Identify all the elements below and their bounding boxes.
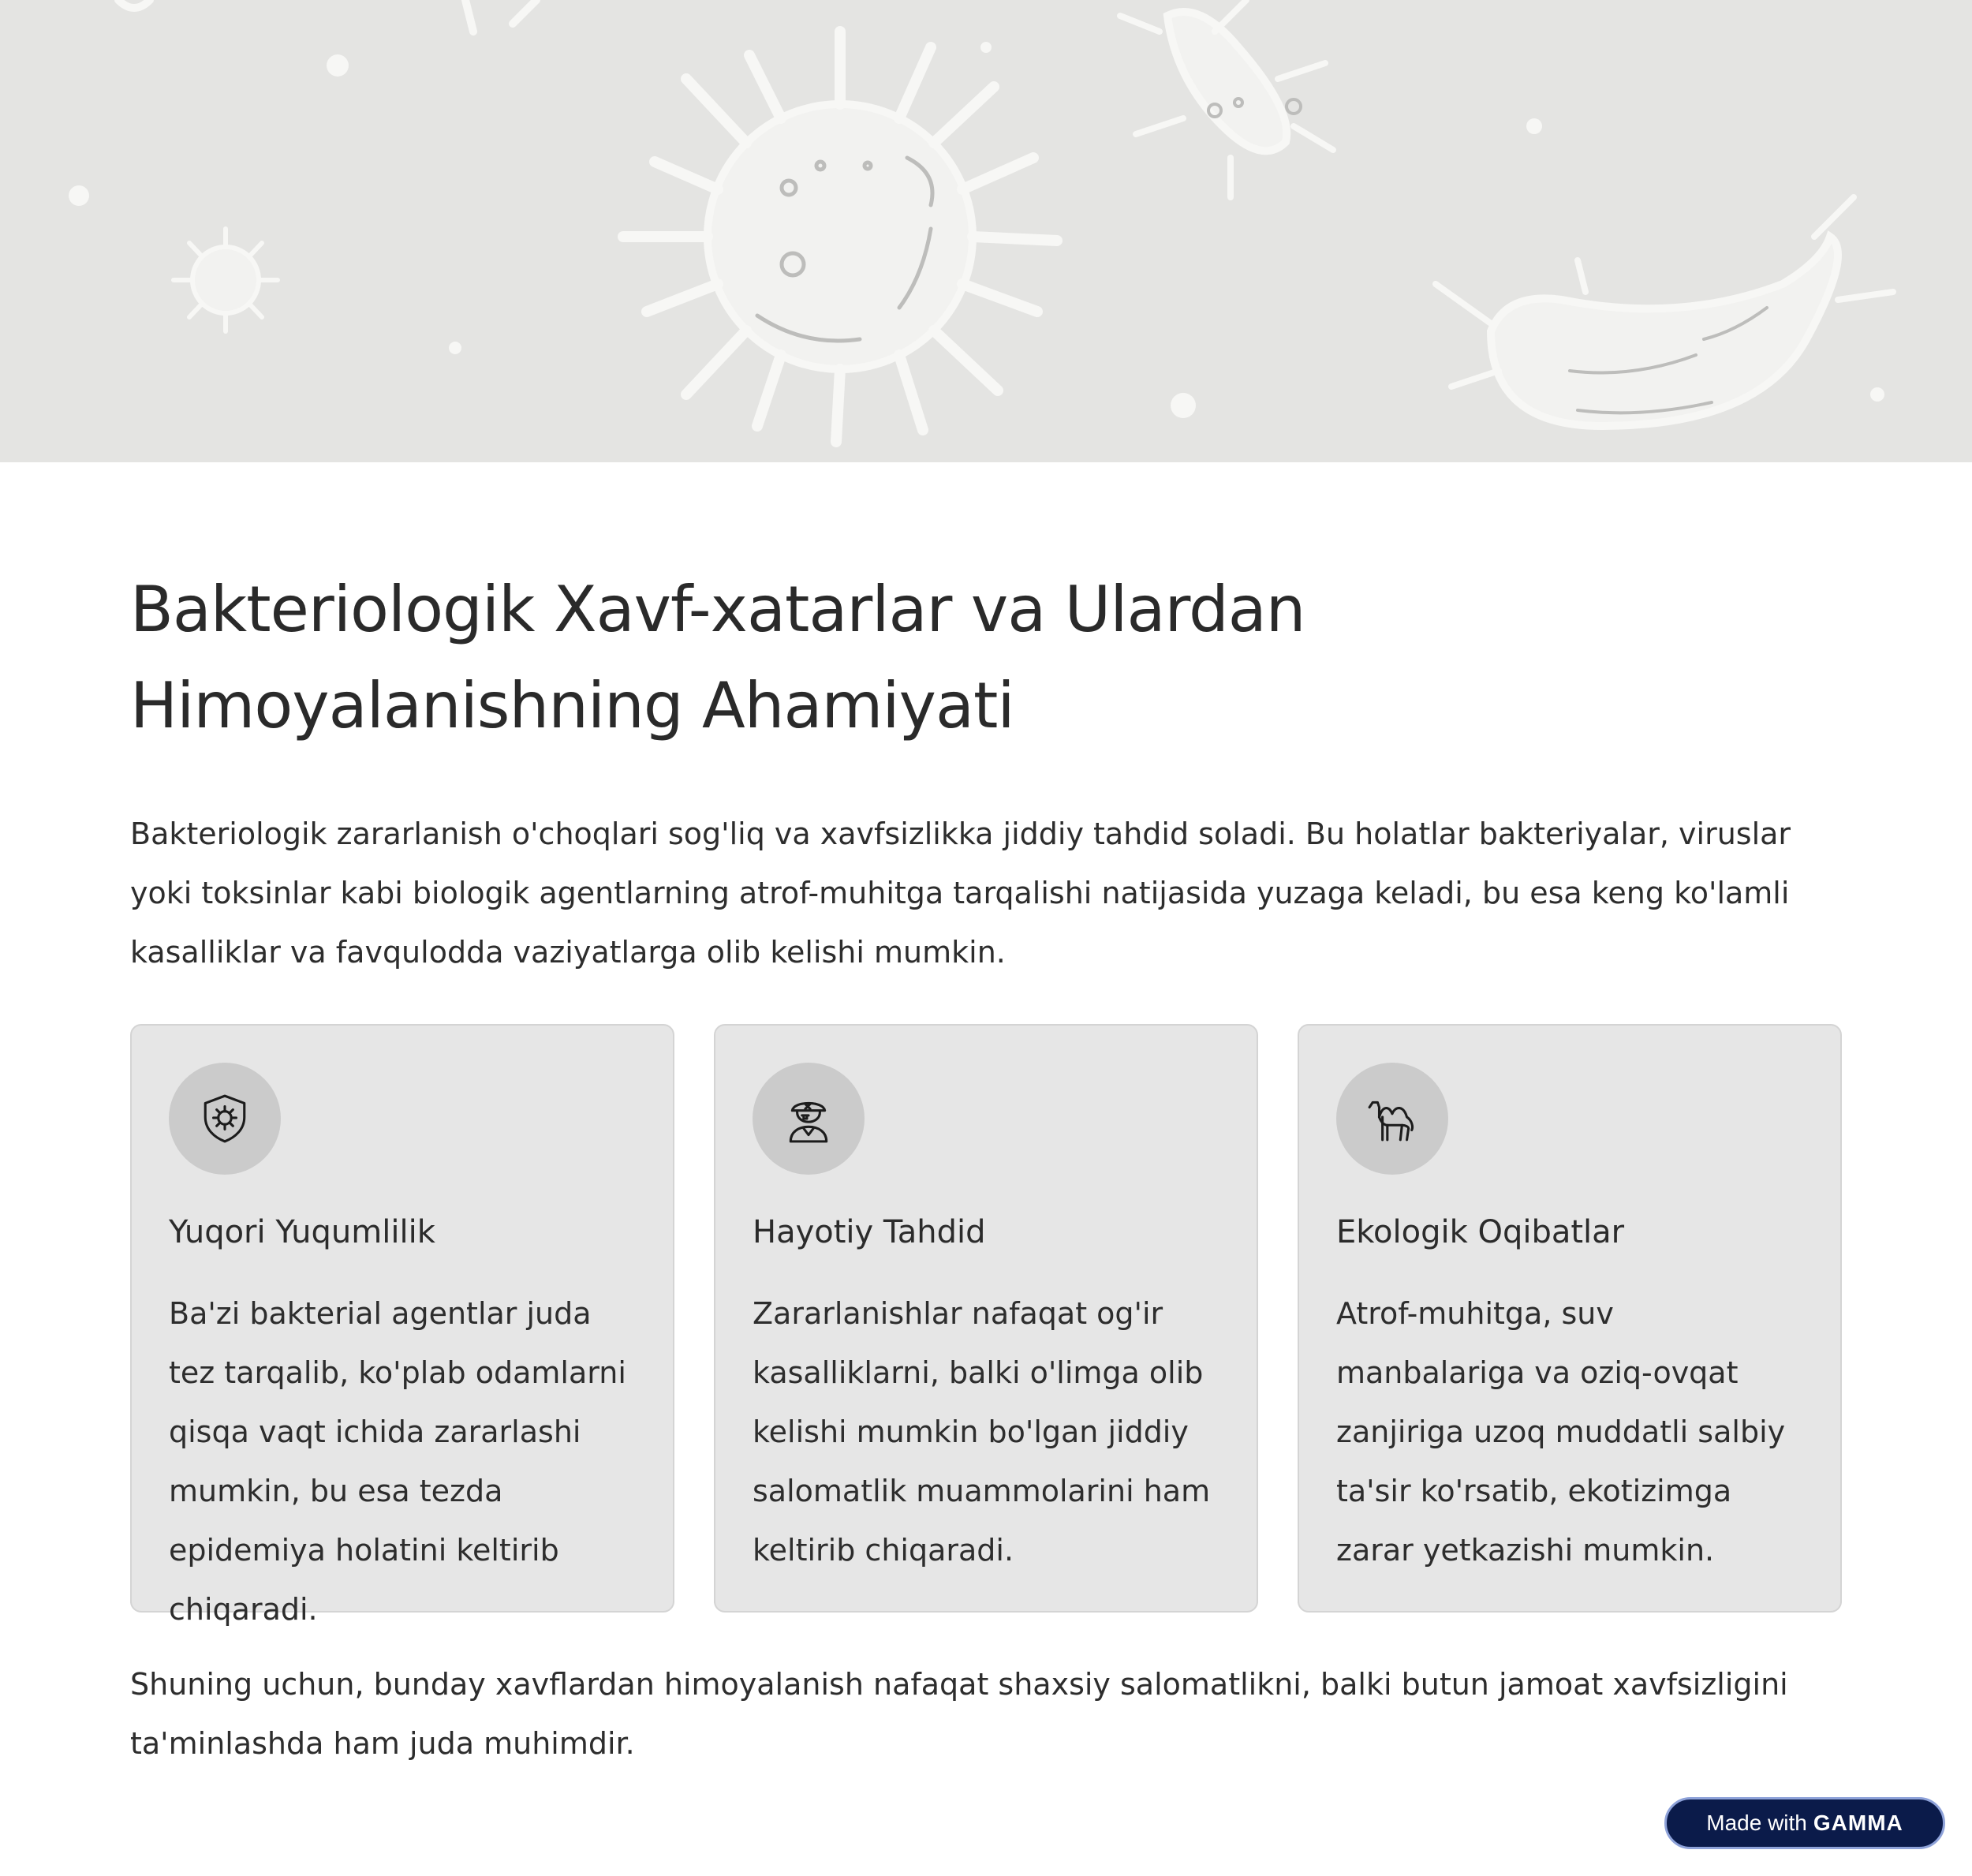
outro-paragraph: Shuning uchun, bunday xavflardan himoyalanish nafaqat shaxsiy salomatlikni, balki butun jamoat xavfsizligini ta'minlashda ham juda muhimdir. (130, 1667, 1788, 1761)
shield-virus-icon (169, 1063, 281, 1175)
card-text: Ba'zi bakterial agentlar juda tez tarqalib, ko'plab odamlarni qisqa vaqt ichida zararlashi mumkin, bu esa tezda epidemiya holatini keltirib chiqaradi. (169, 1296, 626, 1627)
gamma-logo: GAMMA (1813, 1811, 1903, 1835)
bacteria-illustration (0, 0, 1972, 462)
made-with-gamma-badge[interactable] (1664, 1797, 1945, 1849)
hero-image (0, 0, 1972, 462)
card-title: Ekologik Oqibatlar (1336, 1214, 1625, 1250)
badge-prefix: Made with (1706, 1811, 1807, 1835)
card-title: Hayotiy Tahdid (753, 1214, 986, 1250)
pirate-icon (753, 1063, 865, 1175)
card-title: Yuqori Yuqumlilik (169, 1214, 435, 1250)
camel-icon (1336, 1063, 1448, 1175)
card-life-threat (714, 1024, 1258, 1613)
intro-paragraph: Bakteriologik zararlanish o'choqlari sog'liq va xavfsizlikka jiddiy tahdid soladi. Bu holatlar bakteriyalar, viruslar yoki toksinlar kabi biologik agentlarning atrof-muhitga tarqalishi natijasida yuzaga keladi, bu esa keng ko'lamli kasalliklar va favqulodda vaziyatlarga olib kelishi mumkin. (130, 817, 1791, 970)
card-ecological-consequences (1298, 1024, 1842, 1613)
card-text: Atrof-muhitga, suv manbalariga va oziq-ovqat zanjiriga uzoq muddatli salbiy ta'sir ko'rsatib, ekotizimga zarar yetkazishi mumkin. (1336, 1296, 1786, 1568)
card-text: Zararlanishlar nafaqat og'ir kasalliklarni, balki o'limga olib kelishi mumkin bo'lgan jiddiy salomatlik muammolarini ham keltirib chiqaradi. (753, 1296, 1211, 1568)
page-title: Bakteriologik Xavf-xatarlar va Ulardan Himoyalanishning Ahamiyati (130, 573, 1305, 742)
card-high-contagiousness (130, 1024, 674, 1627)
